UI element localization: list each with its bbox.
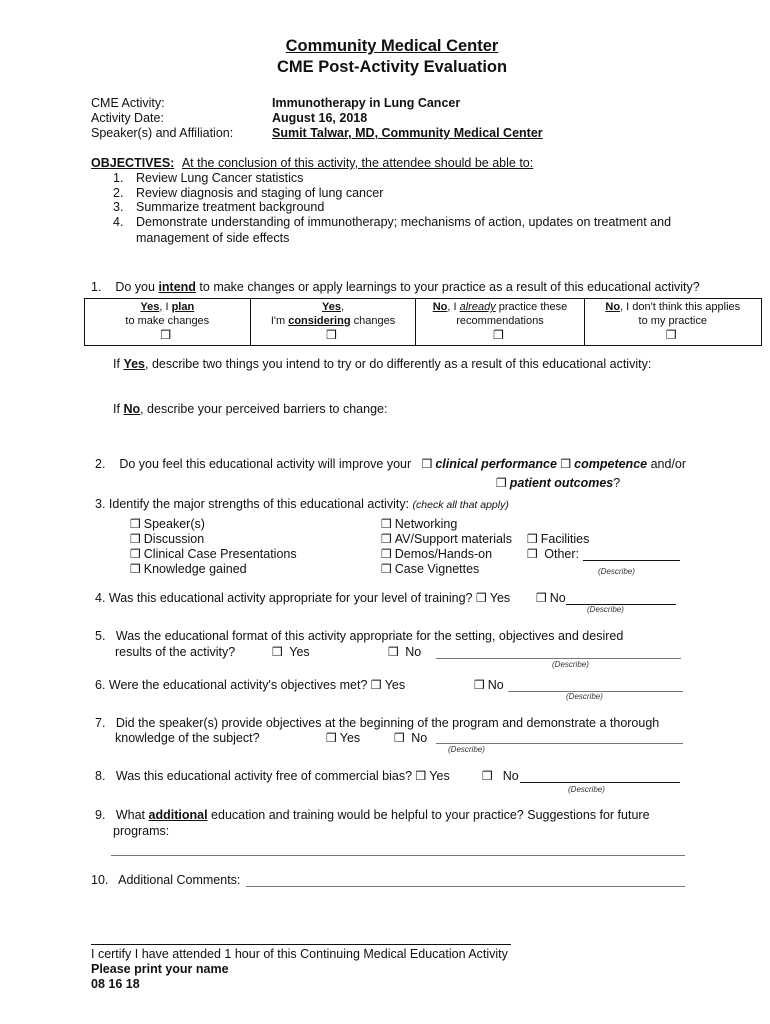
opt-text: I'm (270, 315, 286, 327)
checkbox-icon[interactable]: ❒ (421, 457, 433, 471)
q5-yes (272, 645, 310, 659)
yes-label: Yes (384, 678, 406, 692)
objective-num: 1. (113, 171, 124, 185)
checkbox-icon[interactable]: ❒ (381, 517, 392, 531)
date-label: Activity Date: (91, 111, 164, 125)
opt-text: , I don't think this applies (620, 301, 741, 313)
opt-text: , (340, 301, 345, 313)
q10-question (91, 873, 240, 887)
q1-key: intend (158, 280, 196, 294)
q7-question (95, 716, 659, 730)
checkbox-icon[interactable]: ❒ (482, 769, 493, 783)
page-title: Community Medical Center (285, 37, 499, 55)
q8-question (95, 769, 450, 783)
checkbox-icon[interactable]: ❒ (272, 645, 283, 659)
q7-line1: Did the speaker(s) provide objectives at the beginning of the program and demonstrate a thorough (115, 716, 660, 730)
no-label: No (487, 678, 504, 692)
objective-item (113, 215, 123, 229)
page-subtitle: CME Post-Activity Evaluation (276, 58, 508, 76)
q3-describe: (Describe) (598, 567, 635, 576)
opt-yes: Yes (140, 301, 160, 313)
q6-text: 6. Were the educational activity's objectives met? (95, 678, 368, 692)
if-text: , describe two things you intend to try or do differently as a result of this educational activity: (145, 357, 652, 371)
q3-opt[interactable] (381, 532, 512, 546)
q8-num: 8. (95, 769, 106, 783)
q1-option-not-applies[interactable] (584, 299, 761, 346)
q1-pre: Do you (115, 280, 155, 294)
objective-num: 4. (113, 215, 124, 229)
form-code: 08 16 18 (91, 977, 140, 991)
opt-text: recommendations (456, 315, 544, 327)
speaker-label: Speaker(s) and Affiliation: (91, 126, 234, 140)
checkbox-icon[interactable]: ❒ (536, 591, 547, 605)
checkbox-icon[interactable]: ❒ (370, 678, 382, 692)
q8-line[interactable] (520, 782, 680, 783)
checkbox-icon[interactable]: ❒ (474, 678, 485, 692)
q9-num: 9. (95, 808, 106, 822)
q6-question (95, 678, 405, 692)
opt-yes: Yes (322, 301, 341, 313)
opt-no: No (432, 301, 448, 313)
q3-opt[interactable] (381, 547, 492, 561)
if-text: , describe your perceived barriers to change: (140, 402, 388, 416)
q3-question (95, 497, 509, 511)
q7-no (394, 731, 427, 745)
q5-line1: Was the educational format of this activity appropriate for the setting, objectives and desired (115, 629, 624, 643)
q1-if-yes (113, 357, 651, 371)
checkbox-icon[interactable]: ❒ (560, 457, 572, 471)
q3-opt-facilities[interactable] (527, 532, 589, 546)
q1-option-plan[interactable] (85, 299, 251, 346)
checkbox-icon[interactable]: ❒ (326, 328, 337, 342)
checkbox-icon[interactable]: ❒ (130, 517, 141, 531)
q4-question (95, 591, 510, 605)
checkbox-icon[interactable]: ❒ (381, 547, 392, 561)
q8-describe: (Describe) (568, 785, 605, 794)
q5-no (388, 645, 421, 659)
q4-text: 4. Was this educational activity appropriate for your level of training? (95, 591, 473, 605)
signature-line[interactable] (91, 944, 511, 945)
q10-text: Additional Comments: (118, 873, 241, 887)
objective-num: 2. (113, 186, 124, 200)
objective-item (113, 186, 123, 200)
certify-text: I certify I have attended 1 hour of this Continuing Medical Education Activity (91, 947, 508, 961)
speaker-value: Sumit Talwar, MD, Community Medical Center (272, 126, 543, 140)
q2-question (95, 457, 686, 471)
q3-opt[interactable] (381, 517, 457, 531)
q2-opt-competence: competence (574, 457, 648, 471)
checkbox-icon[interactable]: ❒ (130, 562, 141, 576)
opt-label: AV/Support materials (394, 532, 512, 546)
opt-no: No (605, 301, 621, 313)
q4-yes: Yes (489, 591, 511, 605)
checkbox-icon[interactable]: ❒ (381, 562, 392, 576)
q7-line[interactable] (436, 743, 683, 744)
q4-no (536, 591, 566, 605)
opt-text: to my practice (638, 315, 707, 327)
print-name-label: Please print your name (91, 962, 229, 976)
q3-opt[interactable] (130, 547, 297, 561)
if-text: If (113, 402, 120, 416)
no-label: No (411, 731, 428, 745)
q1-num: 1. (91, 280, 102, 294)
q5-line2: results of the activity? (115, 645, 236, 659)
q6-no (474, 678, 504, 692)
q3-opt[interactable] (130, 517, 205, 531)
objective-text: Demonstrate understanding of immunotherapy; mechanisms of action, updates on treatment and (136, 215, 672, 229)
q2-text: Do you feel this educational activity will improve your (119, 457, 412, 471)
q10-num: 10. (91, 873, 109, 887)
checkbox-icon[interactable]: ❒ (476, 591, 487, 605)
checkbox-icon[interactable]: ❒ (493, 328, 504, 342)
opt-text: , I (447, 301, 457, 313)
yes-label: Yes (429, 769, 450, 783)
if-text: If (113, 357, 120, 371)
checkbox-icon[interactable]: ❒ (160, 328, 172, 342)
opt-label: Case Vignettes (394, 562, 480, 576)
checkbox-icon[interactable]: ❒ (527, 532, 538, 546)
q8-text: Was this educational activity free of commercial bias? (115, 769, 413, 783)
opt-label: Speaker(s) (143, 517, 205, 531)
q9-question (95, 808, 650, 822)
if-key: No (123, 402, 141, 416)
opt-key: considering (288, 315, 351, 327)
objectives-heading: OBJECTIVES: (91, 156, 175, 170)
q7-yes (326, 731, 360, 745)
q9-answer-line[interactable] (111, 855, 685, 856)
checkbox-icon[interactable]: ❒ (415, 769, 427, 783)
q3-other-line[interactable] (583, 560, 680, 561)
q9-key: additional (148, 808, 208, 822)
opt-text: to make changes (125, 315, 210, 327)
q10-answer-line[interactable] (246, 886, 685, 887)
checkbox-icon[interactable]: ❒ (496, 476, 507, 490)
q2-num: 2. (95, 457, 106, 471)
q5-question (95, 629, 623, 643)
q2-andor: and/or (650, 457, 687, 471)
checkbox-icon[interactable]: ❒ (665, 328, 677, 342)
yes-label: Yes (339, 731, 361, 745)
opt-label: Networking (394, 517, 458, 531)
q3-opt[interactable] (130, 532, 204, 546)
checkbox-icon[interactable]: ❒ (394, 731, 405, 745)
if-key: Yes (123, 357, 145, 371)
q3-opt-other[interactable] (527, 547, 579, 561)
q4-describe: (Describe) (587, 605, 624, 614)
opt-key: plan (171, 301, 195, 313)
objectives-heading-row (91, 156, 533, 170)
checkbox-icon[interactable]: ❒ (130, 532, 141, 546)
checkbox-icon[interactable]: ❒ (326, 731, 337, 745)
q5-describe: (Describe) (552, 660, 589, 669)
activity-value: Immunotherapy in Lung Cancer (272, 96, 461, 110)
q2-end: ? (613, 476, 621, 490)
objective-text: Review diagnosis and staging of lung cancer (136, 186, 384, 200)
q9-post: education and training would be helpful to your practice? Suggestions for future (211, 808, 650, 822)
checkbox-icon[interactable]: ❒ (388, 645, 399, 659)
objective-item (113, 171, 123, 185)
q1-post: to make changes or apply learnings to your practice as a result of this educational activity? (199, 280, 700, 294)
opt-text: , I (159, 301, 169, 313)
checkbox-icon[interactable]: ❒ (527, 547, 538, 561)
opt-label: Other: (544, 547, 579, 561)
yes-label: Yes (289, 645, 310, 659)
q2-opt-patient: patient outcomes (509, 476, 614, 490)
q3-text: 3. Identify the major strengths of this educational activity: (95, 497, 410, 511)
q9-line2: programs: (113, 824, 170, 838)
checkbox-icon[interactable]: ❒ (130, 547, 141, 561)
objective-item (113, 200, 123, 214)
q8-no (482, 769, 519, 783)
q7-num: 7. (95, 716, 106, 730)
objective-text: Review Lung Cancer statistics (136, 171, 304, 185)
q2-line2 (496, 476, 620, 490)
opt-text: changes (353, 315, 396, 327)
objective-num: 3. (113, 200, 124, 214)
opt-label: Knowledge gained (143, 562, 247, 576)
q1-option-already[interactable] (416, 299, 584, 346)
q7-describe: (Describe) (448, 745, 485, 754)
q4-no-label: No (549, 591, 566, 605)
q3-hint: (check all that apply) (412, 499, 509, 511)
q1-if-no (113, 402, 387, 416)
activity-label: CME Activity: (91, 96, 165, 110)
opt-label: Clinical Case Presentations (143, 547, 297, 561)
opt-label: Demos/Hands-on (394, 547, 493, 561)
opt-key: already (459, 301, 496, 313)
q5-num: 5. (95, 629, 106, 643)
objectives-intro: At the conclusion of this activity, the attendee should be able to: (181, 156, 534, 170)
checkbox-icon[interactable]: ❒ (381, 532, 392, 546)
q1-options-table (84, 298, 762, 346)
q7-line2: knowledge of the subject? (115, 731, 260, 745)
date-value: August 16, 2018 (272, 111, 368, 125)
objective-text-cont: management of side effects (136, 231, 290, 245)
q3-opt[interactable] (130, 562, 247, 576)
opt-label: Discussion (143, 532, 205, 546)
opt-label: Facilities (540, 532, 590, 546)
q1-option-considering[interactable] (250, 299, 416, 346)
opt-text: practice these (498, 301, 568, 313)
q6-describe: (Describe) (566, 692, 603, 701)
no-label: No (405, 645, 422, 659)
q5-line[interactable] (436, 658, 681, 659)
q2-opt-clinical: clinical performance (435, 457, 557, 471)
objective-text: Summarize treatment background (136, 200, 325, 214)
q3-opt[interactable] (381, 562, 479, 576)
q9-pre: What (115, 808, 146, 822)
q1-question (91, 280, 700, 294)
no-label: No (502, 769, 519, 783)
